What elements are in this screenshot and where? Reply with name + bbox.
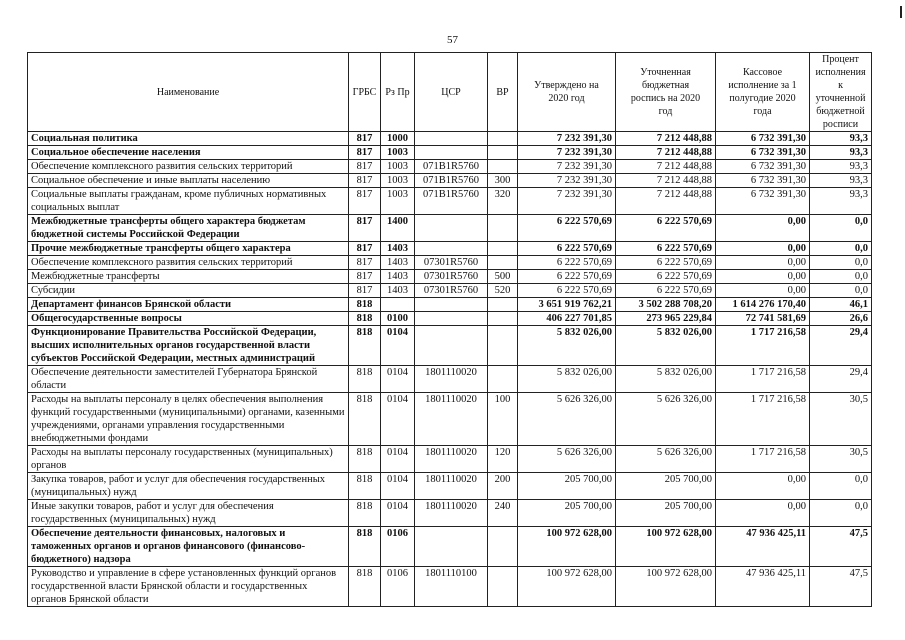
row-percent: 0,0 — [810, 473, 872, 500]
row-name: Закупка товаров, работ и услуг для обеспечения государственных (муниципальных) нужд — [28, 473, 349, 500]
row-csr — [415, 527, 488, 567]
row-approved: 7 232 391,30 — [518, 188, 616, 215]
row-percent: 29,4 — [810, 326, 872, 366]
row-cash: 47 936 425,11 — [716, 527, 810, 567]
row-vr — [488, 132, 518, 146]
row-vr — [488, 366, 518, 393]
row-name: Расходы на выплаты персоналу государственных (муниципальных) органов — [28, 446, 349, 473]
row-grbs: 817 — [349, 132, 381, 146]
row-csr: 07301R5760 — [415, 256, 488, 270]
row-rzpr: 0104 — [381, 500, 415, 527]
row-grbs: 818 — [349, 366, 381, 393]
row-percent: 93,3 — [810, 174, 872, 188]
row-grbs: 818 — [349, 527, 381, 567]
row-percent: 0,0 — [810, 500, 872, 527]
row-cash: 6 732 391,30 — [716, 188, 810, 215]
table-row — [28, 188, 872, 215]
row-percent: 0,0 — [810, 242, 872, 256]
row-name: Социальное обеспечение и иные выплаты населению — [28, 174, 349, 188]
row-vr: 300 — [488, 174, 518, 188]
row-name: Иные закупки товаров, работ и услуг для обеспечения государственных (муниципальных) нужд — [28, 500, 349, 527]
row-percent: 0,0 — [810, 256, 872, 270]
row-vr — [488, 242, 518, 256]
row-grbs: 818 — [349, 446, 381, 473]
row-vr: 520 — [488, 284, 518, 298]
row-cash: 47 936 425,11 — [716, 567, 810, 607]
table-row — [28, 527, 872, 567]
header-percent: Процент исполнения к уточненной бюджетной росписи — [810, 53, 872, 132]
row-rzpr: 0104 — [381, 473, 415, 500]
row-csr — [415, 215, 488, 242]
row-refined: 5 626 326,00 — [616, 393, 716, 446]
table-header-row — [28, 53, 872, 132]
row-name: Прочие межбюджетные трансферты общего характера — [28, 242, 349, 256]
row-name: Межбюджетные трансферты — [28, 270, 349, 284]
row-cash: 72 741 581,69 — [716, 312, 810, 326]
row-percent: 30,5 — [810, 393, 872, 446]
row-name: Обеспечение комплексного развития сельских территорий — [28, 256, 349, 270]
row-csr: 07301R5760 — [415, 270, 488, 284]
row-csr: 1801110020 — [415, 366, 488, 393]
row-approved: 205 700,00 — [518, 473, 616, 500]
row-vr: 200 — [488, 473, 518, 500]
row-vr: 500 — [488, 270, 518, 284]
row-approved: 6 222 570,69 — [518, 256, 616, 270]
header-grbs: ГРБС — [349, 53, 381, 132]
row-approved: 100 972 628,00 — [518, 527, 616, 567]
row-percent: 0,0 — [810, 270, 872, 284]
row-refined: 205 700,00 — [616, 500, 716, 527]
table-row — [28, 446, 872, 473]
row-name: Функционирование Правительства Российской Федерации, высших исполнительных органов государственной власти субъектов Российской Федерации, местных администраций — [28, 326, 349, 366]
row-percent: 93,3 — [810, 146, 872, 160]
row-vr — [488, 312, 518, 326]
row-vr — [488, 146, 518, 160]
table-row — [28, 473, 872, 500]
row-cash: 1 614 276 170,40 — [716, 298, 810, 312]
row-rzpr: 0104 — [381, 366, 415, 393]
row-grbs: 818 — [349, 326, 381, 366]
row-rzpr: 0104 — [381, 393, 415, 446]
row-csr: 1801110020 — [415, 393, 488, 446]
row-rzpr: 1403 — [381, 284, 415, 298]
table-row — [28, 132, 872, 146]
row-refined: 6 222 570,69 — [616, 284, 716, 298]
row-grbs: 817 — [349, 242, 381, 256]
row-rzpr — [381, 298, 415, 312]
row-approved: 6 222 570,69 — [518, 215, 616, 242]
row-cash: 0,00 — [716, 256, 810, 270]
table-row — [28, 326, 872, 366]
row-percent: 93,3 — [810, 160, 872, 174]
row-percent: 0,0 — [810, 284, 872, 298]
header-cash: Кассовое исполнение за 1 полугодие 2020 года — [716, 53, 810, 132]
row-name: Субсидии — [28, 284, 349, 298]
row-approved: 100 972 628,00 — [518, 567, 616, 607]
row-csr — [415, 132, 488, 146]
row-cash: 1 717 216,58 — [716, 326, 810, 366]
row-name: Обеспечение деятельности заместителей Губернатора Брянской области — [28, 366, 349, 393]
row-approved: 205 700,00 — [518, 500, 616, 527]
row-percent: 30,5 — [810, 446, 872, 473]
row-csr — [415, 326, 488, 366]
header-name: Наименование — [28, 53, 349, 132]
row-name: Расходы на выплаты персоналу в целях обеспечения выполнения функций государственными (муниципальными) органами, казенными учреждениями, органами управления государственными внебюджетными фондами — [28, 393, 349, 446]
row-cash: 6 732 391,30 — [716, 146, 810, 160]
row-refined: 7 212 448,88 — [616, 146, 716, 160]
row-csr: 1801110020 — [415, 500, 488, 527]
row-approved: 6 222 570,69 — [518, 242, 616, 256]
row-rzpr: 0104 — [381, 326, 415, 366]
row-percent: 47,5 — [810, 567, 872, 607]
row-csr: 071В1R5760 — [415, 174, 488, 188]
row-vr: 240 — [488, 500, 518, 527]
row-approved: 7 232 391,30 — [518, 132, 616, 146]
row-rzpr: 1400 — [381, 215, 415, 242]
row-rzpr: 1403 — [381, 242, 415, 256]
table-row — [28, 146, 872, 160]
budget-table — [27, 52, 872, 607]
row-csr: 1801110020 — [415, 473, 488, 500]
row-cash: 0,00 — [716, 242, 810, 256]
row-grbs: 817 — [349, 146, 381, 160]
row-cash: 6 732 391,30 — [716, 132, 810, 146]
table-row — [28, 312, 872, 326]
row-cash: 6 732 391,30 — [716, 160, 810, 174]
row-csr: 07301R5760 — [415, 284, 488, 298]
row-cash: 1 717 216,58 — [716, 446, 810, 473]
row-grbs: 817 — [349, 215, 381, 242]
row-approved: 5 626 326,00 — [518, 446, 616, 473]
table-row — [28, 270, 872, 284]
row-approved: 3 651 919 762,21 — [518, 298, 616, 312]
row-approved: 5 832 026,00 — [518, 326, 616, 366]
row-rzpr: 1003 — [381, 160, 415, 174]
row-rzpr: 0106 — [381, 567, 415, 607]
row-csr — [415, 312, 488, 326]
row-cash: 6 732 391,30 — [716, 174, 810, 188]
row-vr — [488, 298, 518, 312]
row-percent: 93,3 — [810, 188, 872, 215]
row-vr — [488, 567, 518, 607]
table-row — [28, 215, 872, 242]
row-name: Социальная политика — [28, 132, 349, 146]
row-name: Социальные выплаты гражданам, кроме публичных нормативных социальных выплат — [28, 188, 349, 215]
row-name: Социальное обеспечение населения — [28, 146, 349, 160]
row-name: Руководство и управление в сфере установленных функций органов государственной власти Брянской области и государственных органов Брянской области — [28, 567, 349, 607]
row-csr: 071В1R5760 — [415, 188, 488, 215]
row-approved: 7 232 391,30 — [518, 160, 616, 174]
header-vr: ВР — [488, 53, 518, 132]
row-percent: 93,3 — [810, 132, 872, 146]
table-row — [28, 567, 872, 607]
row-cash: 1 717 216,58 — [716, 366, 810, 393]
table-row — [28, 242, 872, 256]
header-rzpr: Рз Пр — [381, 53, 415, 132]
table-row — [28, 500, 872, 527]
row-refined: 6 222 570,69 — [616, 242, 716, 256]
table-row — [28, 174, 872, 188]
row-approved: 7 232 391,30 — [518, 174, 616, 188]
row-refined: 6 222 570,69 — [616, 215, 716, 242]
row-grbs: 818 — [349, 500, 381, 527]
table-row — [28, 284, 872, 298]
row-refined: 5 626 326,00 — [616, 446, 716, 473]
row-grbs: 818 — [349, 393, 381, 446]
page-edge-mark — [900, 6, 902, 18]
row-grbs: 818 — [349, 298, 381, 312]
row-grbs: 818 — [349, 567, 381, 607]
row-vr: 100 — [488, 393, 518, 446]
row-cash: 0,00 — [716, 284, 810, 298]
row-cash: 0,00 — [716, 270, 810, 284]
row-rzpr: 1000 — [381, 132, 415, 146]
row-percent: 29,4 — [810, 366, 872, 393]
row-approved: 406 227 701,85 — [518, 312, 616, 326]
row-name: Общегосударственные вопросы — [28, 312, 349, 326]
row-rzpr: 0104 — [381, 446, 415, 473]
page-number: 57 — [447, 34, 458, 46]
row-refined: 273 965 229,84 — [616, 312, 716, 326]
header-refined: Уточненная бюджетная роспись на 2020 год — [616, 53, 716, 132]
row-approved: 6 222 570,69 — [518, 270, 616, 284]
row-csr — [415, 146, 488, 160]
row-approved: 5 626 326,00 — [518, 393, 616, 446]
row-grbs: 817 — [349, 284, 381, 298]
row-approved: 6 222 570,69 — [518, 284, 616, 298]
row-refined: 100 972 628,00 — [616, 527, 716, 567]
row-refined: 7 212 448,88 — [616, 160, 716, 174]
row-refined: 100 972 628,00 — [616, 567, 716, 607]
row-grbs: 817 — [349, 270, 381, 284]
row-name: Обеспечение деятельности финансовых, налоговых и таможенных органов и органов финансового (финансово-бюджетного) надзора — [28, 527, 349, 567]
row-rzpr: 1403 — [381, 270, 415, 284]
row-cash: 0,00 — [716, 215, 810, 242]
row-grbs: 817 — [349, 256, 381, 270]
row-refined: 7 212 448,88 — [616, 174, 716, 188]
table-row — [28, 366, 872, 393]
header-csr: ЦСР — [415, 53, 488, 132]
row-csr: 071В1R5760 — [415, 160, 488, 174]
row-rzpr: 1003 — [381, 146, 415, 160]
row-rzpr: 0100 — [381, 312, 415, 326]
row-vr — [488, 215, 518, 242]
table-row — [28, 298, 872, 312]
row-name: Департамент финансов Брянской области — [28, 298, 349, 312]
row-rzpr: 1003 — [381, 188, 415, 215]
row-cash: 1 717 216,58 — [716, 393, 810, 446]
row-vr: 120 — [488, 446, 518, 473]
row-refined: 6 222 570,69 — [616, 256, 716, 270]
row-percent: 0,0 — [810, 215, 872, 242]
row-refined: 5 832 026,00 — [616, 326, 716, 366]
row-grbs: 817 — [349, 188, 381, 215]
row-vr — [488, 527, 518, 567]
row-refined: 5 832 026,00 — [616, 366, 716, 393]
row-percent: 47,5 — [810, 527, 872, 567]
row-refined: 7 212 448,88 — [616, 188, 716, 215]
row-grbs: 817 — [349, 160, 381, 174]
row-percent: 46,1 — [810, 298, 872, 312]
row-refined: 6 222 570,69 — [616, 270, 716, 284]
row-approved: 5 832 026,00 — [518, 366, 616, 393]
row-cash: 0,00 — [716, 473, 810, 500]
row-grbs: 818 — [349, 312, 381, 326]
row-name: Межбюджетные трансферты общего характера бюджетам бюджетной системы Российской Федерации — [28, 215, 349, 242]
row-grbs: 817 — [349, 174, 381, 188]
row-grbs: 818 — [349, 473, 381, 500]
row-refined: 205 700,00 — [616, 473, 716, 500]
row-refined: 3 502 288 708,20 — [616, 298, 716, 312]
row-rzpr: 0106 — [381, 527, 415, 567]
row-csr — [415, 242, 488, 256]
row-vr: 320 — [488, 188, 518, 215]
row-percent: 26,6 — [810, 312, 872, 326]
header-approved: Утверждено на 2020 год — [518, 53, 616, 132]
row-rzpr: 1403 — [381, 256, 415, 270]
row-csr — [415, 298, 488, 312]
row-name: Обеспечение комплексного развития сельских территорий — [28, 160, 349, 174]
table-row — [28, 256, 872, 270]
row-vr — [488, 256, 518, 270]
row-cash: 0,00 — [716, 500, 810, 527]
row-refined: 7 212 448,88 — [616, 132, 716, 146]
row-vr — [488, 160, 518, 174]
row-rzpr: 1003 — [381, 174, 415, 188]
table-row — [28, 393, 872, 446]
row-csr: 1801110020 — [415, 446, 488, 473]
table-row — [28, 160, 872, 174]
row-csr: 1801110100 — [415, 567, 488, 607]
row-approved: 7 232 391,30 — [518, 146, 616, 160]
row-vr — [488, 326, 518, 366]
